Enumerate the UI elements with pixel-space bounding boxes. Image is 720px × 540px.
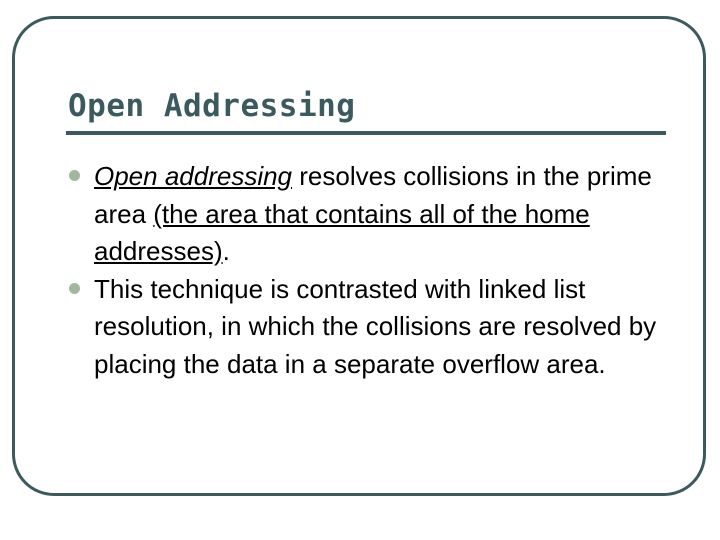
title-underline-rule [66, 131, 666, 135]
bullet-dot-icon [69, 283, 80, 294]
bullet-dot-icon [69, 170, 80, 181]
bullet-text: resolves collisions in the prime area [94, 161, 652, 229]
term-open-addressing: Open addressing [94, 161, 293, 191]
bullet-item-technique [66, 271, 666, 384]
bullet-list [66, 158, 666, 383]
parenthetical-note: (the area that contains all of the home addresses) [94, 198, 590, 266]
slide-title: Open Addressing [68, 88, 356, 124]
bullet-text: This technique is contrasted with linked list resolution, in which the collisions are resolved by placing the data in a separate overflow area. [94, 273, 657, 379]
bullet-text-end: . [222, 236, 230, 266]
bullet-item-open-addressing [66, 158, 666, 271]
